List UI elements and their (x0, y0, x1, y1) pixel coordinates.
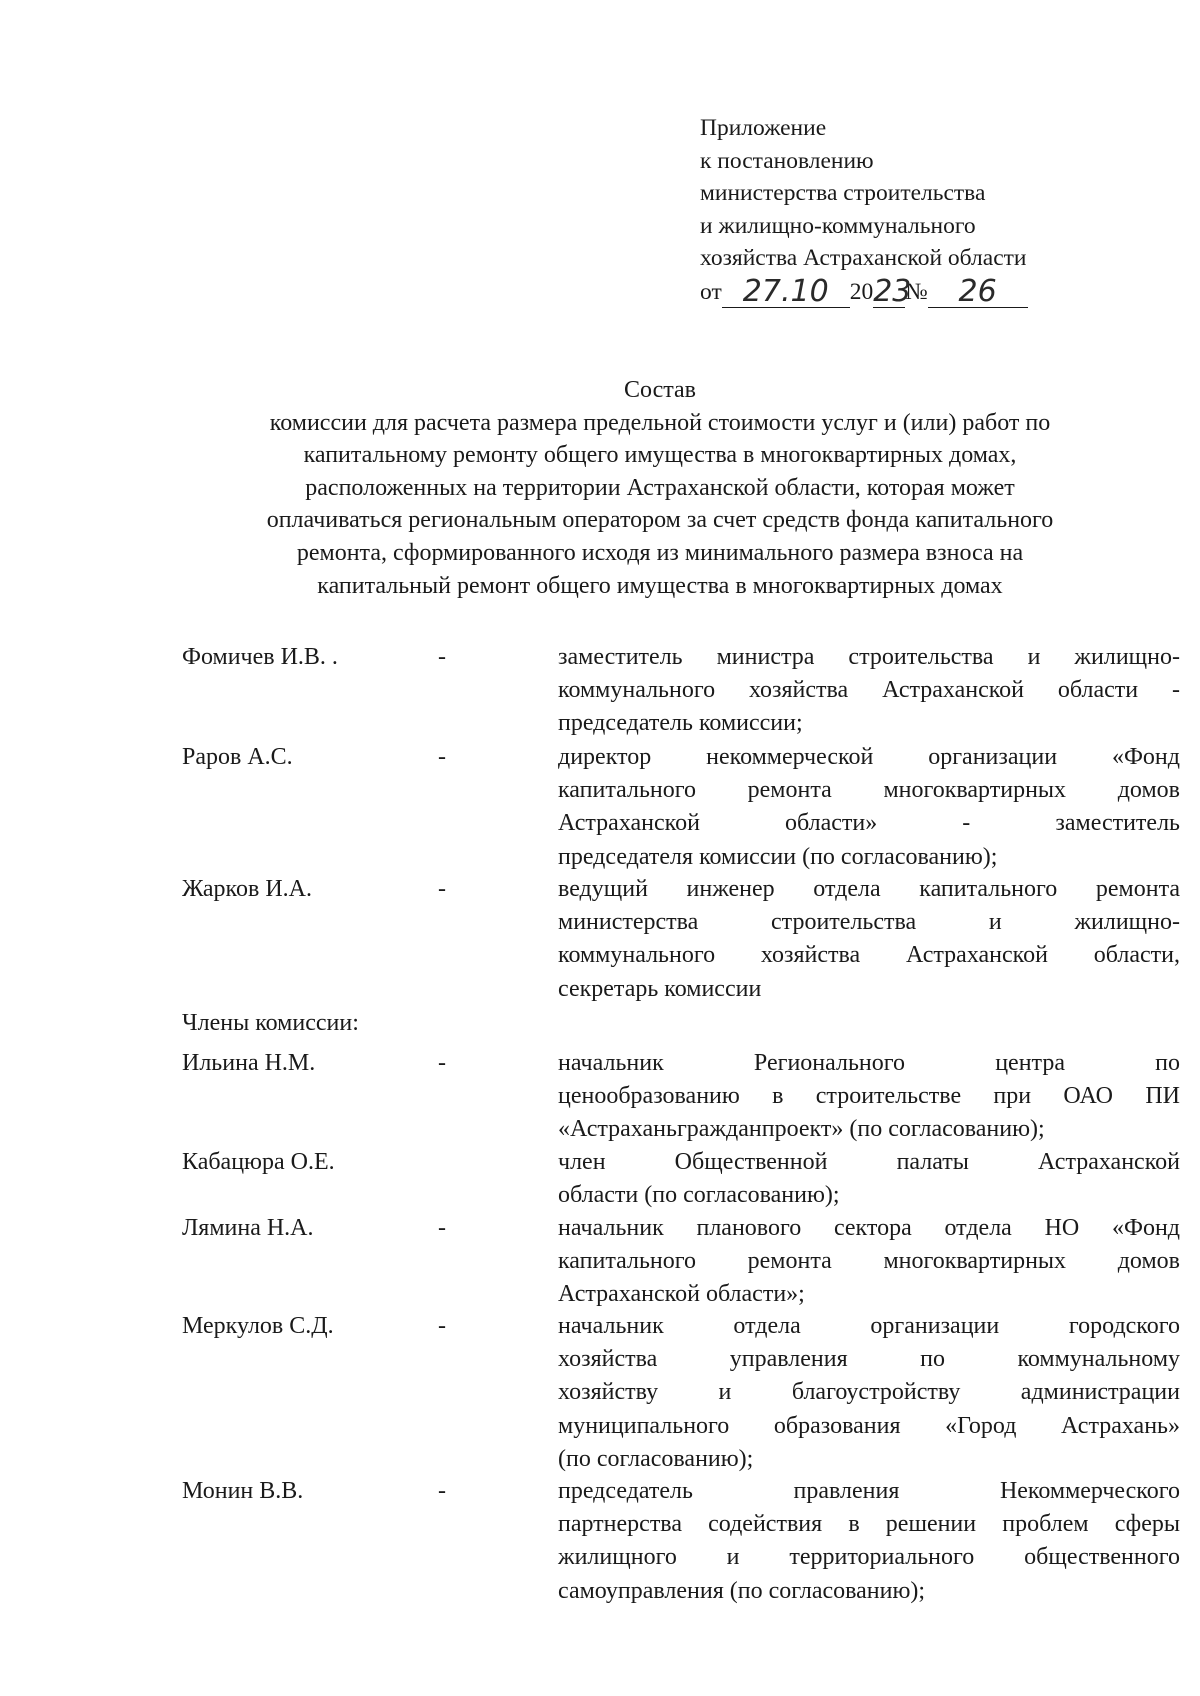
role-line: министерства строительства и жилищно- (558, 909, 1180, 936)
year-prefix: 20 (849, 278, 874, 305)
members-section-label: Члены комиссии: (182, 1010, 359, 1036)
member-dash: - (438, 1313, 446, 1339)
member-role (558, 741, 1180, 874)
role-line: начальник Регионального центра по (558, 1050, 1180, 1076)
member-role (558, 641, 1180, 741)
member-dash: - (438, 644, 446, 670)
role-line: председатель комиссии; (558, 710, 803, 737)
title-line: оплачиваться региональным оператором за счет средств фонда капитального (266, 507, 1054, 534)
title-line: комиссии для расчета размера предельной стоимости услуг и (или) работ по (269, 409, 1051, 436)
member-dash: - (438, 876, 446, 902)
date-prefix: от (700, 278, 722, 305)
role-line: хозяйства управления по коммунальному (558, 1346, 1180, 1373)
member-name: Кабацюра О.Е. (182, 1149, 335, 1175)
handwritten-date: 27.10 (722, 277, 850, 308)
role-line: начальник отдела организации городского (558, 1313, 1180, 1339)
member-role (558, 1146, 1180, 1212)
role-line: директор некоммерческой организации «Фонд (558, 744, 1180, 770)
role-line: председателя комиссии (по согласованию); (558, 843, 998, 870)
title-line: расположенных на территории Астраханской области, которая может (305, 474, 1015, 501)
handwritten-year: 23 (873, 273, 912, 309)
member-role (558, 1047, 1180, 1147)
role-line: жилищного и территориального общественного (558, 1544, 1180, 1571)
role-line: коммунального хозяйства Астраханской области - (558, 677, 1180, 704)
role-line: партнерства содействия в решении проблем сферы (558, 1511, 1180, 1538)
role-line: начальник планового сектора отдела НО «Фонд (558, 1215, 1180, 1241)
role-line: заместитель министра строительства и жилищно- (558, 644, 1180, 670)
appendix-line: министерства строительства (700, 180, 986, 206)
member-dash: - (438, 1478, 446, 1504)
appendix-line: к постановлению (700, 147, 874, 174)
number-sign: № (905, 278, 928, 305)
member-name: Раров А.С. (182, 744, 293, 770)
handwritten-number: 26 (928, 277, 1028, 308)
member-name: Фомичев И.В. . (182, 644, 338, 670)
role-line: хозяйству и благоустройству администрации (558, 1379, 1180, 1406)
member-role (558, 1212, 1180, 1312)
member-dash: - (438, 1050, 446, 1076)
role-line: муниципального образования «Город Астрахань» (558, 1412, 1180, 1439)
appendix-line: хозяйства Астраханской области (700, 245, 1027, 271)
member-role (558, 1475, 1180, 1608)
role-line: капитального ремонта многоквартирных домов (558, 1248, 1180, 1275)
title-line: ремонта, сформированного исходя из минимального размера взноса на (296, 539, 1024, 566)
member-role (558, 1310, 1180, 1476)
member-name: Ильина Н.М. (182, 1050, 316, 1076)
member-dash: - (438, 744, 446, 770)
title-heading: Состав (623, 377, 697, 403)
appendix-line: Приложение (700, 115, 827, 141)
role-line: области (по согласованию); (558, 1182, 840, 1209)
member-role (558, 873, 1180, 1006)
role-line: Астраханской области»; (558, 1281, 805, 1308)
member-name: Жарков И.А. (182, 876, 312, 902)
role-line: председатель правления Некоммерческого (558, 1478, 1180, 1504)
title-line: капитальный ремонт общего имущества в многоквартирных домах (317, 572, 1003, 599)
role-line: коммунального хозяйства Астраханской области, (558, 942, 1180, 969)
role-line: Астраханской области» - заместитель (558, 810, 1180, 837)
role-line: капитального ремонта многоквартирных домов (558, 777, 1180, 804)
role-line: член Общественной палаты Астраханской (558, 1149, 1180, 1175)
title-line: капитальному ремонту общего имущества в многоквартирных домах, (303, 442, 1017, 469)
member-name: Лямина Н.А. (182, 1215, 314, 1241)
role-line: секретарь комиссии (558, 975, 762, 1002)
role-line: самоуправления (по согласованию); (558, 1577, 926, 1604)
member-dash: - (438, 1215, 446, 1241)
member-name: Монин В.В. (182, 1478, 304, 1504)
role-line: ценообразованию в строительстве при ОАО ПИ (558, 1083, 1180, 1110)
member-name: Меркулов С.Д. (182, 1313, 334, 1339)
appendix-line: и жилищно-коммунального (700, 212, 976, 239)
role-line: (по согласованию); (558, 1445, 754, 1472)
role-line: «Астраханьгражданпроект» (по согласованию); (558, 1116, 1045, 1143)
role-line: ведущий инженер отдела капитального ремонта (558, 876, 1180, 902)
